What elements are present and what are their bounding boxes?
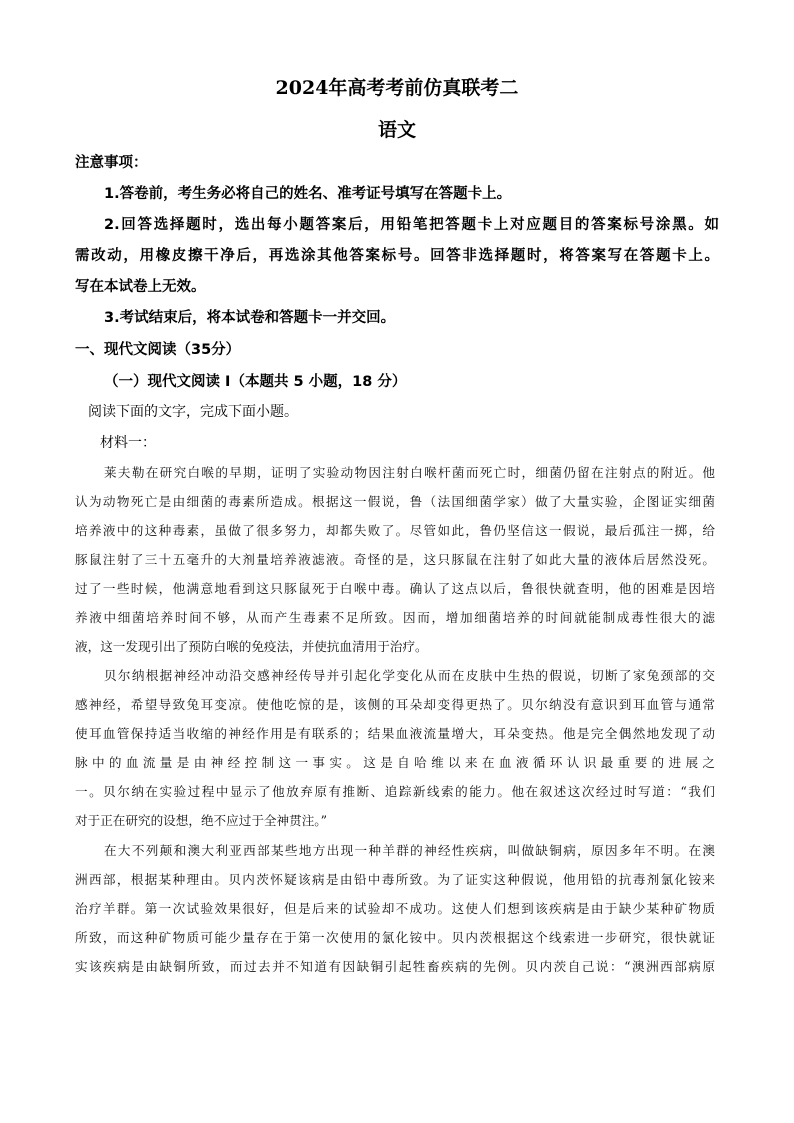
passage-line: 感神经，希望导致兔耳变凉。使他吃惊的是，该侧的耳朵却变得更热了。贝尔纳没有意识到耳血管与通常	[75, 697, 715, 712]
passage-line: 脉中的血流量是由神经控制这一事实。这是自哈维以来在血液循环认识最重要的进展之	[75, 755, 715, 770]
passage-line: 所致，而这种矿物质可能少量存在于第一次使用的氯化铵中。贝内茨根据这个线索进一步研究，很快就证	[75, 930, 715, 945]
notice-item-3: 3.考试结束后，将本试卷和答题卡一并交回。	[104, 310, 396, 326]
passage-line: 一。贝尔纳在实验过程中显示了他放弃原有推断、追踪新线索的能力。他在叙述这次经过时写道：“我们	[75, 784, 715, 799]
passage-line: 豚鼠注射了三十五毫升的大剂量培养液滤液。奇怪的是，这只豚鼠在注射了如此大量的液体后居然没死。	[75, 552, 715, 567]
passage-line: 养液中细菌培养时间不够，从而产生毒素不足所致。因而，增加细菌培养的时间就能制成毒性很大的滤	[75, 610, 715, 625]
passage-line: 对于正在研究的设想，绝不应过于全神贯注。”	[75, 813, 328, 828]
passage-line: 在大不列颠和澳大利亚西部某些地方出现一种羊群的神经性疾病，叫做缺铜病，原因多年不明。在澳	[104, 843, 715, 858]
subject-title: 语文	[377, 119, 416, 141]
passage-line: 液，这一发现引出了预防白喉的免疫法，并使抗血清用于治疗。	[75, 639, 428, 654]
passage-line: 过了一些时候，他满意地看到这只豚鼠死于白喉中毒。确认了这点以后，鲁很快就查明，他的困难是因培	[75, 581, 715, 596]
passage-line: 实该疾病是由缺铜所致，而过去并不知道有因缺铜引起牲畜疾病的先例。贝内茨自己说：“澳洲西部病原	[75, 959, 715, 974]
passage-line: 洲西部，根据某种理由。贝内茨怀疑该病是由铅中毒所致。为了证实这种假说，他用铅的抗毒剂氯化铵来	[75, 872, 715, 887]
passage-line: 贝尔纳根据神经冲动沿交感神经传导并引起化学变化从而在皮肤中生热的假说，切断了家兔颈部的交	[104, 668, 715, 683]
material-label: 材料一：	[100, 435, 156, 451]
notice-item-2-line-3: 写在本试卷上无效。	[75, 279, 206, 295]
passage-line: 莱夫勒在研究白喉的早期，证明了实验动物因注射白喉杆菌而死亡时，细菌仍留在注射点的附近。他	[104, 465, 715, 480]
passage-line: 治疗羊群。第一次试验效果很好，但是后来的试验却不成功。这使人们想到该疾病是由于缺少某种矿物质	[75, 901, 715, 916]
passage-line: 认为动物死亡是由细菌的毒素所造成。根据这一假说，鲁（法国细菌学家）做了大量实验，企图证实细菌	[75, 494, 715, 509]
notice-item-1: 1.答卷前，考生务必将自己的姓名、准考证号填写在答题卡上。	[104, 186, 512, 202]
notice-item-2-line-1: 2.回答选择题时，选出每小题答案后，用铅笔把答题卡上对应题目的答案标号涂黑。如	[104, 217, 719, 233]
notice-heading: 注意事项：	[75, 155, 148, 171]
notice-item-2-line-2: 需改动，用橡皮擦干净后，再选涂其他答案标号。回答非选择题时，将答案写在答题卡上。	[75, 248, 719, 264]
passage-line: 使耳血管保持适当收缩的神经作用是有联系的；结果血液流量增大，耳朵变热。他是完全偶然地发现了动	[75, 726, 715, 741]
section-subheading: （一）现代文阅读 I（本题共 5 小题，18 分）	[104, 374, 407, 390]
section-heading: 一、现代文阅读（35分）	[75, 342, 241, 358]
passage-line: 培养液中的这种毒素，虽做了很多努力，却都失败了。尽管如此，鲁仍坚信这一假说，最后孤注一掷，给	[75, 523, 715, 538]
exam-title: 2024年高考考前仿真联考二	[275, 77, 519, 99]
reading-instruction: 阅读下面的文字，完成下面小题。	[88, 404, 298, 420]
